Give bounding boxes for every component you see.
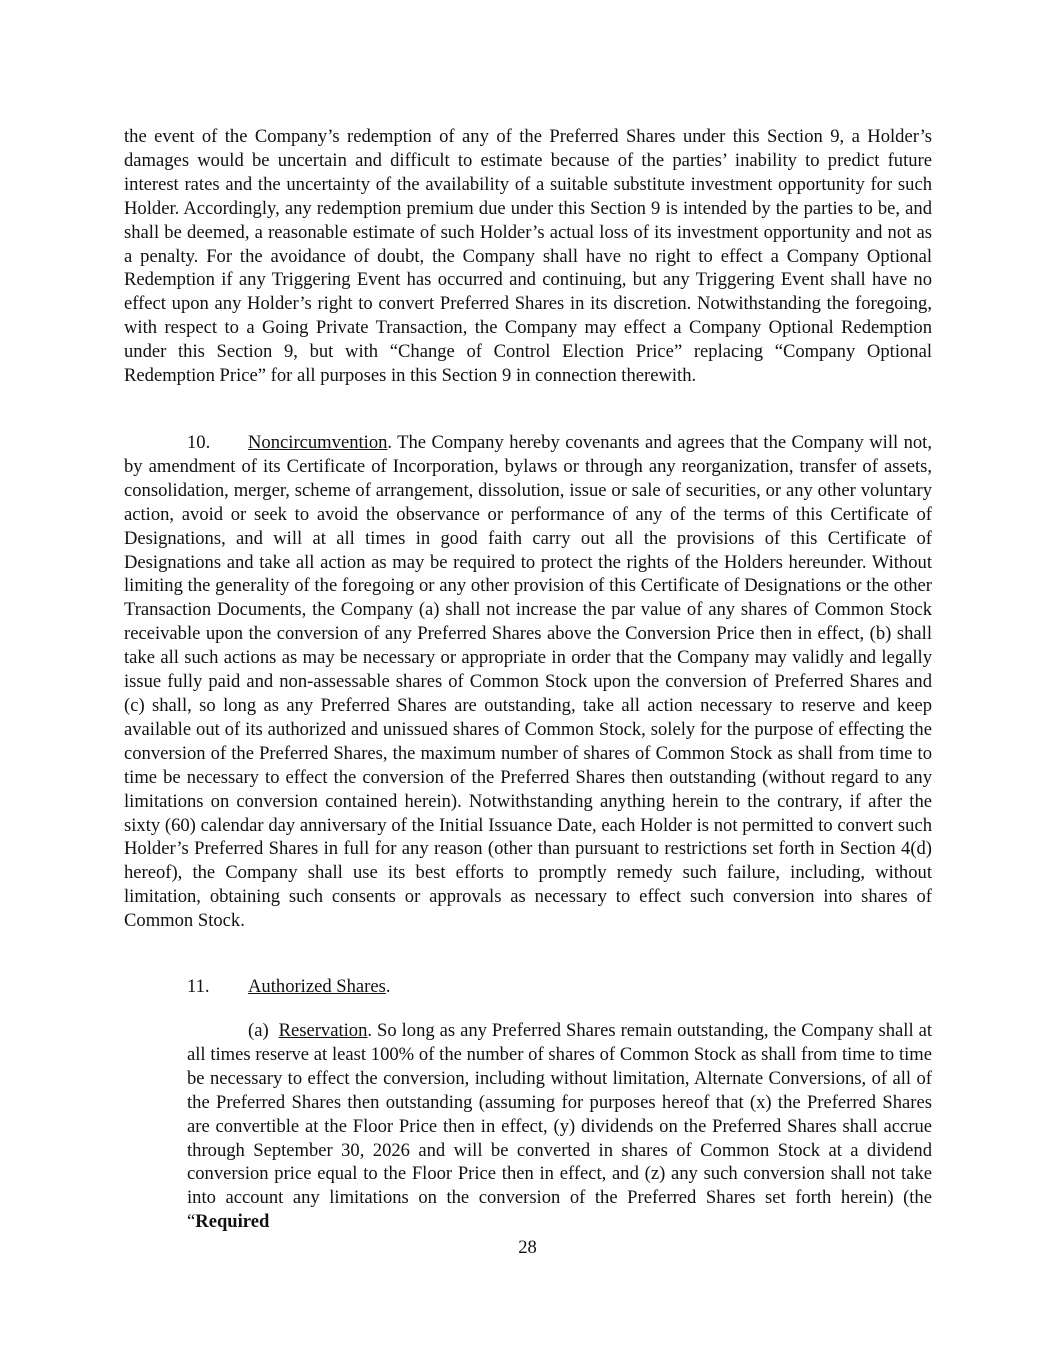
- section-11-heading: Authorized Shares: [248, 976, 386, 997]
- paragraph-redemption-continuation: [124, 125, 932, 388]
- page-number: 28: [518, 1237, 537, 1258]
- section-10-heading-punct: .: [387, 432, 393, 453]
- paragraph-text: the event of the Company’s redemption of any of the Preferred Shares under this Section 9, a Holder’s damages would be uncertain and difficult to estimate because of the parties’ inability to predict future interest rates and the uncertainty of the availability of a suitable substitute investment opportunity for such Holder. Accordingly, any redemption premium due under this Section 9 is intended by the parties to be, and shall be deemed, a reasonable estimate of such Holder’s actual loss of its investment opportunity and not as a penalty. For the avoidance of doubt, the Company shall have no right to effect a Company Optional Redemption if any Triggering Event has occurred and continuing, but any Triggering Event shall have no effect upon any Holder’s right to convert Preferred Shares in its discretion. Notwithstanding the foregoing, with respect to a Going Private Transaction, the Company may effect a Company Optional Redemption under this Section 9, but with “Change of Control Election Price” replacing “Company Optional Redemption Price” for all purposes in this Section 9 in connection therewith.: [124, 126, 932, 387]
- section-11a-heading-punct: .: [367, 1020, 373, 1041]
- section-11-heading-line: [124, 975, 932, 999]
- section-11a-heading: Reservation: [278, 1020, 368, 1041]
- section-10-number: 10.: [187, 432, 211, 453]
- section-10-paragraph: [124, 431, 932, 933]
- section-11-number: 11.: [187, 976, 210, 997]
- section-11a-body: So long as any Preferred Shares remain outstanding, the Company shall at all times reserve at least 100% of the number of shares of Common Stock as shall from time to time be necessary to effect the conversion, including without limitation, Alternate Conversions, of all of the Preferred Shares then outstanding (assuming for purposes hereof that (x) the Preferred Shares are convertible at the Floor Price then in effect, (y) dividends on the Preferred Shares shall accrue through September 30, 2026 and will be converted in shares of Common Stock at a dividend conversion price equal to the Floor Price then in effect, and (z) any such conversion shall not take into account any limitations on the conversion of the Preferred Shares set forth herein) (the “: [187, 1020, 932, 1233]
- section-11a-paragraph: [187, 1019, 932, 1234]
- section-11-heading-punct: .: [385, 976, 391, 997]
- section-10-body: The Company hereby covenants and agrees that the Company will not, by amendment of its Certificate of Incorporation, bylaws or through any reorganization, transfer of assets, consolidation, merger, scheme of arrangement, dissolution, issue or sale of securities, or any other voluntary action, avoid or seek to avoid the observance or performance of any of the terms of this Certificate of Designations, and will at all times in good faith carry out all the provisions of this Certificate of Designations and take all action as may be required to protect the rights of the Holders hereunder. Without limiting the generality of the foregoing or any other provision of this Certificate of Designations or the other Transaction Documents, the Company (a) shall not increase the par value of any shares of Common Stock receivable upon the conversion of any Preferred Shares above the Conversion Price then in effect, (b) shall take all such actions as may be necessary or appropriate in order that the Company may validly and legally issue fully paid and non-assessable shares of Common Stock upon the conversion of Preferred Shares and (c) shall, so long as any Preferred Shares are outstanding, take all action necessary to reserve and keep available out of its authorized and unissued shares of Common Stock, solely for the purpose of effecting the conversion of the Preferred Shares, the maximum number of shares of Common Stock as shall from time to time be necessary to effect the conversion of the Preferred Shares then outstanding (without regard to any limitations on conversion contained herein). Notwithstanding anything herein to the contrary, if after the sixty (60) calendar day anniversary of the Initial Issuance Date, each Holder is not permitted to convert such Holder’s Preferred Shares in full for any reason (other than pursuant to restrictions set forth in Section 4(d) hereof), the Company shall use its best efforts to promptly remedy such failure, including, without limitation, obtaining such consents or approvals as necessary to effect such conversion into shares of Common Stock.: [124, 432, 932, 932]
- section-11a-bold-term: Required: [195, 1211, 270, 1233]
- section-10-heading: Noncircumvention: [248, 432, 388, 453]
- section-11a-label: (a): [248, 1020, 269, 1041]
